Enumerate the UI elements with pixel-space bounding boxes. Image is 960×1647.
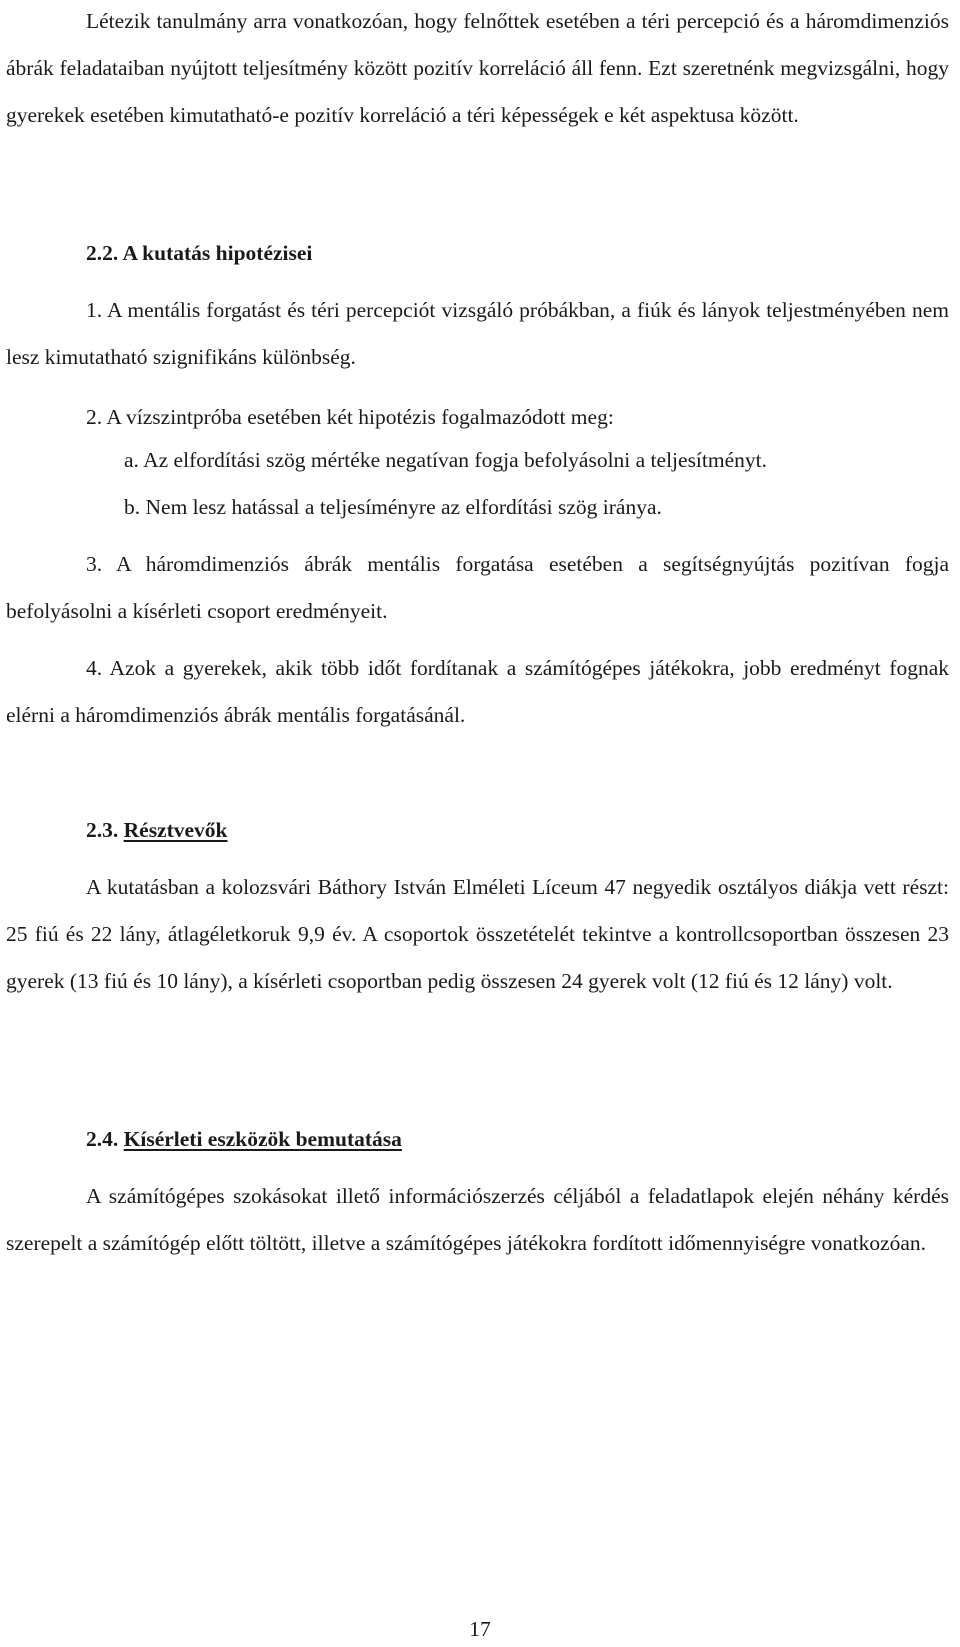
section-heading-tools: [86, 1124, 402, 1154]
participants-paragraph: A kutatásban a kolozsvári Báthory István Elméleti Líceum 47 negyedik osztályos diákja vett részt: 25 fiú és 22 lány, átlagéletkoruk 9,9 év. A csoportok összetételét tekintve a kontrollcsoportban összesen 23 gyerek (13 fiú és 10 lány), a kísérleti csoportban pedig összesen 24 gyerek volt (12 fiú és 12 lány) volt.: [6, 875, 949, 993]
intro-paragraph: Létezik tanulmány arra vonatkozóan, hogy felnőttek esetében a téri percepció és a háromdimenziós ábrák feladataiban nyújtott teljesítmény között pozitív korreláció áll fenn. Ezt szeretnénk megvizsgálni, hogy gyerekek esetében kimutatható-e pozitív korreláció a téri képességek e két aspektusa között.: [6, 9, 949, 127]
section-title: A kutatás hipotézisei: [122, 241, 313, 265]
section-title: Kísérleti eszközök bemutatása: [123, 1127, 402, 1151]
section-title: Résztvevők: [123, 818, 228, 842]
tools-paragraph: A számítógépes szokásokat illető információszerzés céljából a feladatlapok elején néhány kérdés szerepelt a számítógép előtt töltött, illetve a számítógépes játékokra fordított időmennyiségre vonatkozóan.: [6, 1184, 949, 1255]
section-heading-participants: [86, 815, 228, 845]
section-heading-hypotheses: [86, 238, 312, 268]
page-number: 17: [469, 1617, 491, 1641]
hypothesis-2b: b. Nem lesz hatással a teljesíményre az elfordítási szög iránya.: [124, 495, 662, 519]
hypothesis-1: 1. A mentális forgatást és téri percepciót vizsgáló próbákban, a fiúk és lányok teljestményében nem lesz kimutatható szignifikáns különbség.: [6, 298, 949, 369]
section-number: 2.4.: [86, 1127, 119, 1151]
hypothesis-2: 2. A vízszintpróba esetében két hipotézis fogalmazódott meg:: [86, 405, 614, 429]
section-number: 2.2.: [86, 241, 119, 265]
hypothesis-4: 4. Azok a gyerekek, akik több időt fordítanak a számítógépes játékokra, jobb eredményt fognak elérni a háromdimenziós ábrák mentális forgatásánál.: [6, 656, 949, 727]
hypothesis-3: 3. A háromdimenziós ábrák mentális forgatása esetében a segítségnyújtás pozitívan fogja befolyásolni a kísérleti csoport eredményeit.: [6, 552, 949, 623]
hypothesis-2a: a. Az elfordítási szög mértéke negatívan fogja befolyásolni a teljesítményt.: [124, 448, 767, 472]
section-number: 2.3.: [86, 818, 119, 842]
